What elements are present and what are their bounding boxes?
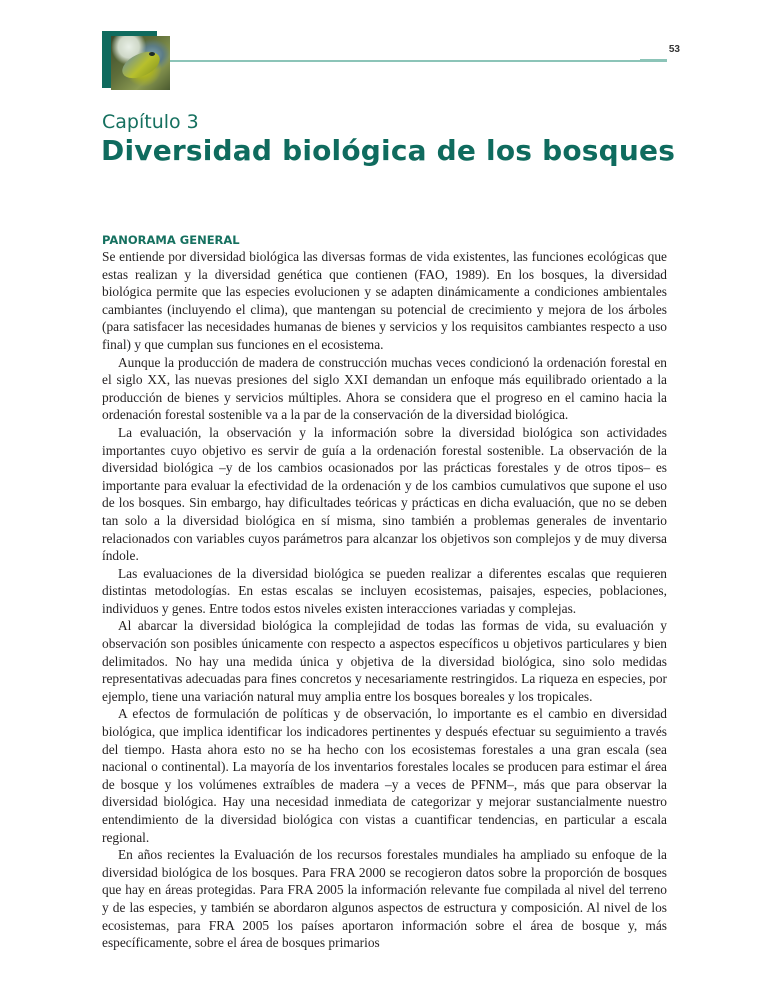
page-number-underline xyxy=(640,59,667,60)
paragraph: Las evaluaciones de la diversidad biológica se pueden realizar a diferentes escalas que requieren distintas metodologías. En estas escalas se incluyen ecosistemas, paisajes, especies, poblaciones, individuos y genes. Entre todos estos niveles existen interacciones variadas y complejas. xyxy=(102,565,667,616)
body-text xyxy=(102,248,667,952)
chapter-label: Capítulo 3 xyxy=(102,111,199,133)
section-heading: PANORAMA GENERAL xyxy=(102,233,240,247)
paragraph: La evaluación, la observación y la información sobre la diversidad biológica son actividades importantes cuyo objetivo es servir de guía a la ordenación forestal sostenible. La observación de la diversidad biológica –y de los cambios ocasionados por las prácticas forestales y de otros tipos– es importante para evaluar la efectividad de la ordenación y de los cambios cumulativos que supone el uso de los bosques. Sin embargo, hay dificultades teóricas y prácticas en dicha evaluación, que no se deben tan solo a la diversidad biológica en sí misma, sino también a problemas generales de inventario relacionados con variables cuyos parámetros para alcanzar los objetivos son complejos y de muy diversa índole. xyxy=(102,424,667,564)
bird-shape xyxy=(118,47,164,84)
header-rule xyxy=(170,60,667,62)
paragraph: Se entiende por diversidad biológica las diversas formas de vida existentes, las funciones ecológicas que estas realizan y la diversidad genética que contienen (FAO, 1989). En los bosques, la diversidad biológica permite que las especies evolucionen y se adapten dinámicamente a condiciones ambientales cambiantes (incluyendo el clima), que mantengan su potencial de crecimiento y mejora de los árboles (para satisfacer las necesidades humanas de bienes y servicios y los requisitos cambiantes respecto a uso final) y que cumplan sus funciones en el ecosistema. xyxy=(102,249,667,352)
page-number: 53 xyxy=(668,44,680,55)
paragraph: A efectos de formulación de políticas y de observación, lo importante es el cambio en diversidad biológica, que implica identificar los indicadores pertinentes y después efectuar su seguimiento a través del tiempo. Hasta ahora esto no se ha hecho con los ecosistemas forestales a una gran escala (sea nacional o continental). La mayoría de los inventarios forestales locales se producen para estimar el área de bosque y los volúmenes extraíbles de madera –y a veces de PFNM–, más que para observar la diversidad biológica. Hay una necesidad inmediata de categorizar y mejorar sustancialmente nuestro entendimiento de la diversidad biológica con vistas a cuantificar tendencias, en particular a escala regional. xyxy=(102,706,667,845)
paragraph: Al abarcar la diversidad biológica la complejidad de todas las formas de vida, su evaluación y observación son posibles únicamente con respecto a aspectos específicos u objetivos particulares y bien delimitados. No hay una medida única y objetiva de la diversidad biológica, sino solo medidas representativas adecuadas para fines concretos y necesariamente restringidos. La riqueza en especies, por ejemplo, tiene una variación natural muy amplia entre los bosques boreales y los tropicales. xyxy=(102,618,667,704)
chapter-title: Diversidad biológica de los bosques xyxy=(101,134,676,167)
paragraph: Aunque la producción de madera de construcción muchas veces condicionó la ordenación forestal en el siglo XX, las nuevas presiones del siglo XXI demandan un enfoque más equilibrado orientado a la producción de bienes y servicios múltiples. Ahora se considera que el progreso en el camino hacia la ordenación forestal sostenible va a la par de la conservación de la diversidad biológica. xyxy=(102,354,667,423)
bird-photo xyxy=(111,36,170,90)
bird-eye xyxy=(149,52,155,56)
paragraph: En años recientes la Evaluación de los recursos forestales mundiales ha ampliado su enfoque de la diversidad biológica de los bosques. Para FRA 2000 se recogieron datos sobre la proporción de bosques que hay en áreas protegidas. Para FRA 2005 la información relevante fue compilada al nivel del terreno y de las especies, y también se abordaron algunos aspectos de estructura y composición. Al nivel de los ecosistemas, para FRA 2005 los países aportaron información sobre el área de bosque y, más específicamente, sobre el área de bosques primarios xyxy=(102,847,667,951)
